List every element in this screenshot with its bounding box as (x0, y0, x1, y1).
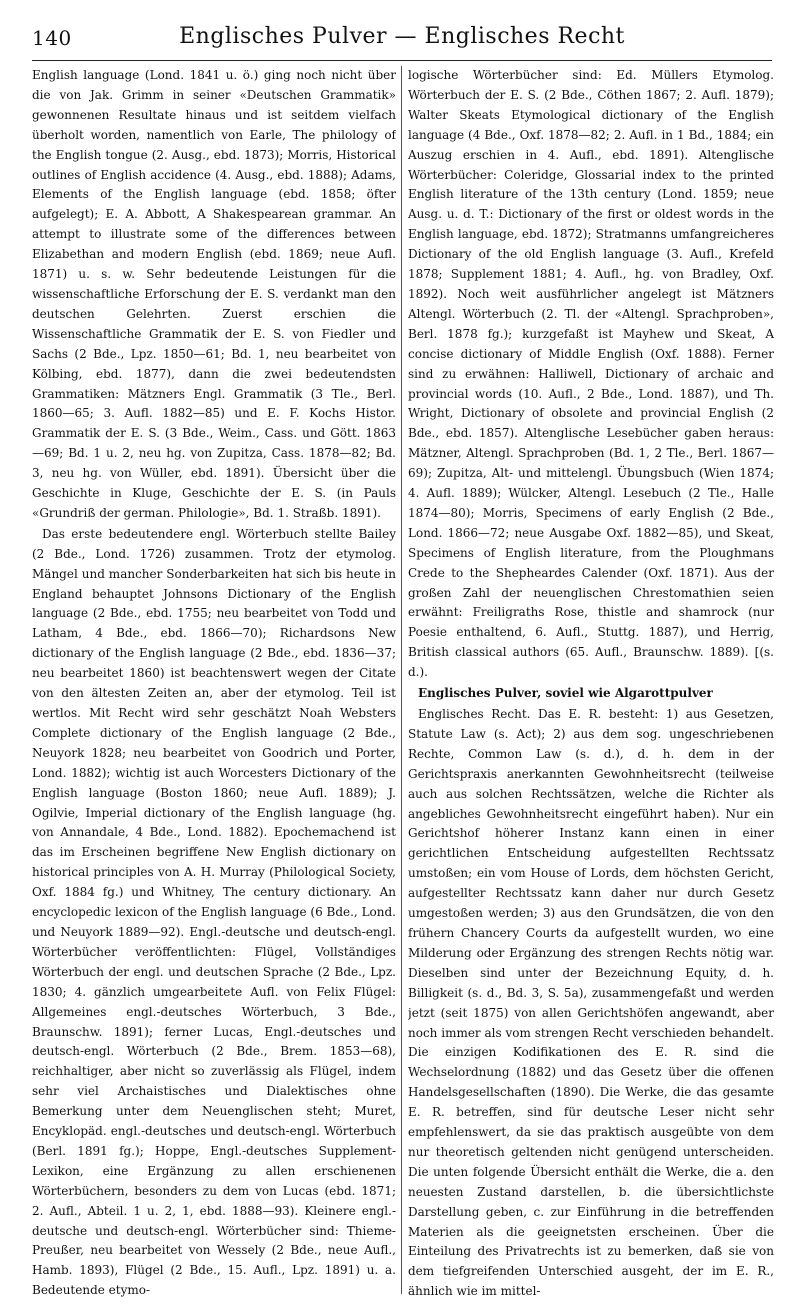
paragraph-grammar-literature: English language (Lond. 1841 u. ö.) ging noch nicht über die von Jak. Grimm in seiner «Deutschen Grammatik» gewonnenen Resultate hinaus und ist seitdem vielfach überholt worden, namentlich von Earle, The philology of the English tongue (2. Ausg., ebd. 1873); Morris, Historical outlines of English accidence (4. Ausg., ebd. 1888); Adams, Elements of the English language (ebd. 1858; öfter aufgelegt); E. A. Abbott, A Shakespearean grammar. An attempt to illustrate some of the differences between Elizabethan and modern English (ebd. 1869; neue Aufl. 1871) u. s. w. Sehr bedeutende Leistungen für die wissenschaftliche Erforschung der E. S. verdankt man den deutschen Gelehrten. Zuerst erschien die Wissenschaftliche Grammatik der E. S. von Fiedler und Sachs (2 Bde., Lpz. 1850—61; Bd. 1, neu bearbeitet von Kölbing, ebd. 1877), dann die zwei bedeutendsten Grammatiken: Mätzners Engl. Grammatik (3 Tle., Berl. 1860—65; 3. Aufl. 1882—85) und E. F. Kochs Histor. Grammatik der E. S. (3 Bde., Weim., Cass. und Gött. 1863—69; Bd. 1 u. 2, neu hg. von Zupitza, Cass. 1878—82; Bd. 3, neu hg. von Wüller, ebd. 1891). Übersicht über die Geschichte in Kluge, Geschichte der E. S. (in Pauls «Grundriß der german. Philologie», Bd. 1. Straßb. 1891). (32, 68, 396, 520)
paragraph-etymological-dictionaries: logische Wörterbücher sind: Ed. Müllers Etymolog. Wörterbuch der E. S. (2 Bde., Cöthen 1867; 2. Aufl. 1879); Walter Skeats Etymological dictionary of the English language (4 Bde., Oxf. 1878—82; 2. Aufl. in 1 Bd., 1884; ein Auszug erschien in 4. Aufl., ebd. 1891). Altenglische Wörterbücher: Coleridge, Glossarial index to the printed English literature of the 13th century (Lond. 1859; neue Ausg. u. d. T.: Dictionary of the first or oldest words in the English language, ebd. 1872); Stratmanns umfangreicheres Dictionary of the old English language (3. Aufl., Krefeld 1878; Supplement 1881; 4. Aufl., hg. von Bradley, Oxf. 1892). Noch weit ausführlicher angelegt ist Mätzners Altengl. Wörterbuch (2. Tl. der «Altengl. Sprachproben», Berl. 1878 fg.); kurzgefaßt ist Mayhew und Skeat, A concise dictionary of Middle English (Oxf. 1888). Ferner sind zu erwähnen: Halliwell, Dictionary of archaic and provincial words (10. Aufl., 2 Bde., Lond. 1887), und Th. Wright, Dictionary of obsolete and provincial English (2 Bde., ebd. 1857). Altenglische Lesebücher gaben heraus: Mätzner, Altengl. Sprachproben (Bd. 1, 2 Tle., Berl. 1867—69); Zupitza, Alt- und mittelengl. Übungsbuch (Wien 1874; 4. Aufl. 1889); Wülcker, Altengl. Lesebuch (2 Tle., Halle 1874—80); Morris, Specimens of early English (2 Bde., Lond. 1866—72; neue Ausgabe Oxf. 1882—85), und Skeat, Specimens of English literature, from the Ploughmans Crede to the Shepheardes Calender (Oxf. 1871). Aus der großen Zahl der neuenglischen Chrestomathien seien erwähnt: Freiligraths Rose, thistle and shamrock (nur Poesie enthaltend, 6. Aufl., Stuttg. 1887), und Herrig, British classical authors (65. Aufl., Braunschw. 1889). [(s. d.). (408, 68, 774, 680)
entry-englisches-recht: Englisches Recht. Das E. R. besteht: 1) aus Gesetzen, Statute Law (s. Act); 2) aus dem sog. ungeschriebenen Rechte, Common Law (s. d.), d. h. dem in der Gerichtspraxis anerkannten Gewohnheitsrecht (teilweise auch aus solchen Rechtssätzen, welche die Richter als angebliches Gewohnheitsrecht eingeführt haben). Nur ein Gerichtshof höherer Instanz kann einen in einer gerichtlichen Entscheidung aufgestellten Rechtssatz umstoßen; ein vom House of Lords, dem höchsten Gericht, aufgestellter Rechtssatz kann daher nur durch Gesetz umgestoßen werden; 3) aus den Grundsätzen, die von den frühern Chancery Courts da aufgestellt wurden, wo eine Milderung oder Ergänzung des strengen Rechts nötig war. Dieselben sind unter der Bezeichnung Equity, d. h. Billigkeit (s. d., Bd. 3, S. 5a), zusammengefaßt und werden jetzt (seit 1875) von allen Gerichtshöfen angewandt, aber noch immer als vom strengen Recht verschieden behandelt. Die einzigen Kodifikationen des E. R. sind die Wechselordnung (1882) und das Gesetz über die offenen Handelsgesellschaften (1890). Die Werke, die das gesamte E. R. betreffen, sind für deutsche Leser nicht sehr empfehlenswert, da sie das praktisch ausgeübte von dem nur theoretisch geltenden nicht genügend unterscheiden. Die unten folgende Übersicht enthält die Werke, die a. den neuesten Zustand darstellen, b. die übersichtlichste Darstellung geben, c. zur Einführung in die betreffenden Materien als die geeignetsten erscheinen. Über die Einteilung des Privatrechts ist zu bemerken, daß sie von dem tiefgreifenden Unterschied ausgeht, der im E. R., ähnlich wie im mittel- (408, 707, 774, 1298)
entry-englisches-pulver: Englisches Pulver, soviel wie Algarottpulver (418, 686, 713, 701)
right-column (408, 66, 774, 1298)
column-divider (401, 66, 402, 1294)
running-title: Englisches Pulver — Englisches Recht (179, 24, 625, 49)
page-header (32, 20, 772, 61)
left-column (32, 66, 396, 1298)
page-number: 140 (32, 26, 72, 50)
paragraph-dictionaries: Das erste bedeutendere engl. Wörterbuch stellte Bailey (2 Bde., Lond. 1726) zusammen. Trotz der etymolog. Mängel und mancher Sonderbarkeiten hat sich bis heute in England behauptet Johnsons Dictionary of the English language (2 Bde., ebd. 1755; neu bearbeitet von Todd und Latham, 4 Bde., ebd. 1866—70); Richardsons New dictionary of the English language (2 Bde., ebd. 1836—37; neu bearbeitet 1860) ist beachtenswert wegen der Citate von den ältesten Zeiten an, aber der etymolog. Teil ist wertlos. Mit Recht wird sehr geschätzt Noah Websters Complete dictionary of the English language (2 Bde., Neuyork 1828; neu bearbeitet von Goodrich und Porter, Lond. 1882); wichtig ist auch Worcesters Dictionary of the English language (Boston 1860; neue Aufl. 1889); J. Ogilvie, Imperial dictionary of the English language (hg. von Annandale, 4 Bde., Lond. 1882). Epochemachend ist das im Erscheinen begriffene New English dictionary on historical principles von A. H. Murray (Philological Society, Oxf. 1884 fg.) und Whitney, The century dictionary. An encyclopedic lexicon of the English language (6 Bde., Lond. und Neuyork 1889—92). Engl.-deutsche und deutsch-engl. Wörterbücher veröffentlichten: Flügel, Vollständiges Wörterbuch der engl. und deutschen Sprache (2 Bde., Lpz. 1830; 4. gänzlich umgearbeitete Aufl. von Felix Flügel: Allgemeines engl.-deutsches Wörterbuch, 3 Bde., Braunschw. 1891); ferner Lucas, Engl.-deutsches und deutsch-engl. Wörterbuch (2 Bde., Brem. 1853—68), reichhaltiger, aber nicht so zuverlässig als Flügel, indem sehr viel Archaistisches und Dialektisches ohne Bemerkung unter dem Neuenglischen steht; Muret, Encyklopäd. engl.-deutsches und deutsch-engl. Wörterbuch (Berl. 1891 fg.); Hoppe, Engl.-deutsches Supplement-Lexikon, eine Ergänzung zu allen erschienenen Wörterbüchern, besonders zu dem von Lucas (ebd. 1871; 2. Aufl., Abteil. 1 u. 2, 1, ebd. 1888—93). Kleinere engl.-deutsche und deutsch-engl. Wörterbücher sind: Thieme-Preußer, neu bearbeitet von Wessely (2 Bde., neue Aufl., Hamb. 1893), Flügel (2 Bde., 15. Aufl., Lpz. 1891) u. a. Bedeutende etymo- (32, 526, 396, 1298)
